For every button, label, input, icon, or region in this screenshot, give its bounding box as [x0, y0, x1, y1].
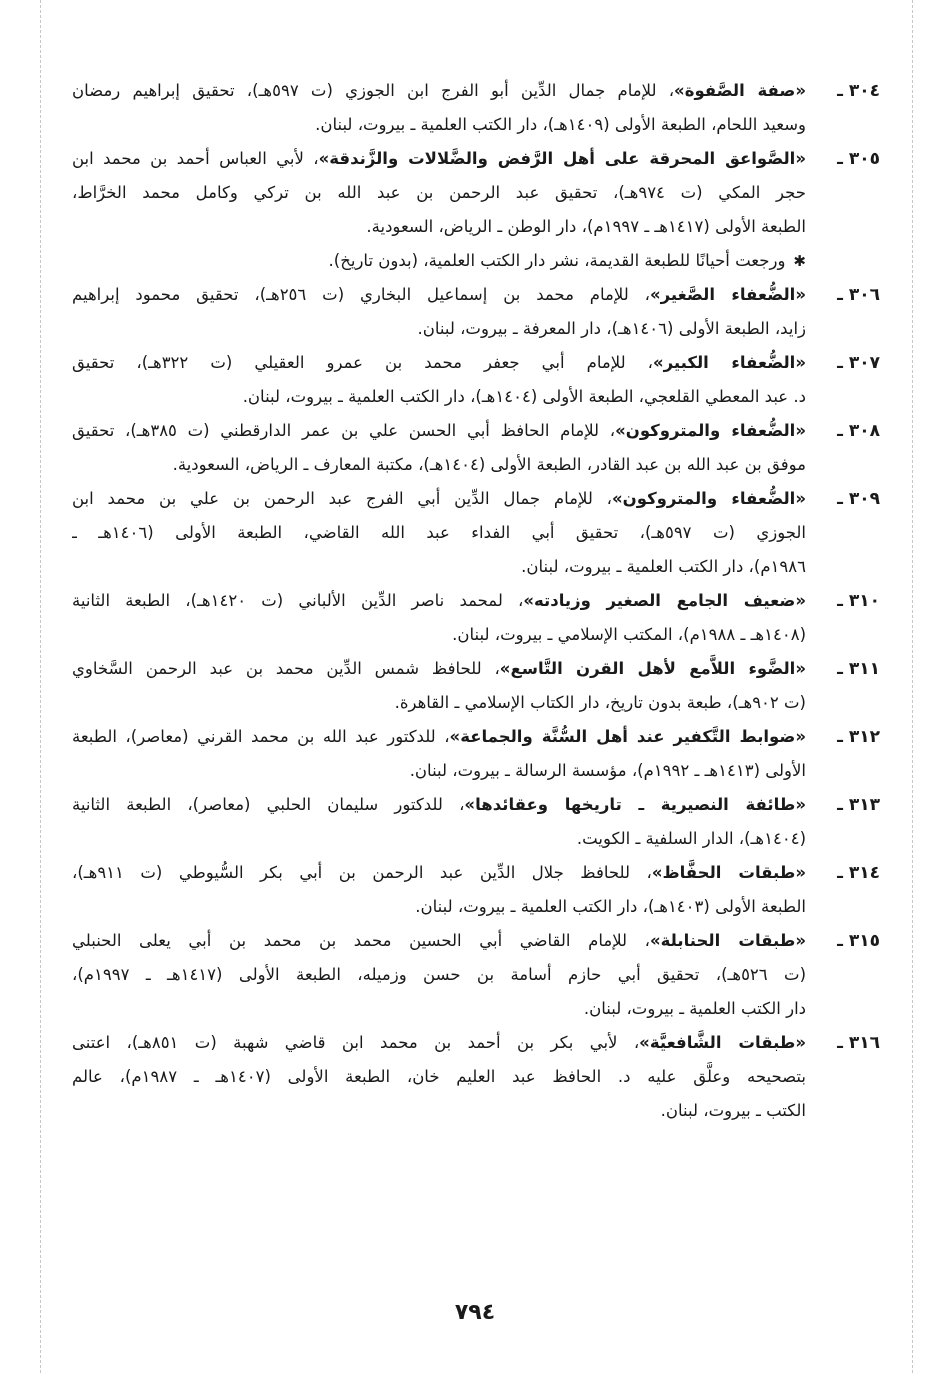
entry-text: ، للإمام محمد بن إسماعيل البخاري (ت ٢٥٦هـ)، تحقيق محمود إبراهيم: [72, 285, 650, 304]
entry-number: ٣١١ ـ: [837, 659, 880, 679]
entry-line: [72, 924, 806, 958]
entry-line: [72, 822, 806, 856]
entry-text: (١٤٠٤هـ)، الدار السلفية ـ الكويت.: [576, 829, 806, 848]
bibliography-entry: [72, 856, 878, 924]
entry-line: [72, 278, 806, 312]
entry-text: دار الكتب العلمية ـ بيروت، لبنان.: [583, 999, 806, 1018]
entry-number: ٣٠٦ ـ: [837, 285, 880, 305]
book-title: «طبقات الحنابلة»: [650, 931, 806, 950]
book-title: «الضَّوء اللاَّمع لأهل القرن التَّاسع»: [499, 659, 806, 678]
entry-number: ٣١٦ ـ: [837, 1033, 880, 1053]
entry-text: زايد، الطبعة الأولى (١٤٠٦هـ)، دار المعرفة ـ بيروت، لبنان.: [417, 319, 806, 338]
bibliography-entry: [72, 584, 878, 652]
entry-number: ٣١٢ ـ: [837, 727, 880, 747]
bibliography-entry: [72, 1026, 878, 1128]
entry-line: [72, 448, 806, 482]
entry-text: ، لمحمد ناصر الدِّين الألباني (ت ١٤٢٠هـ)، الطبعة الثانية: [72, 591, 524, 610]
book-title: «طائفة النصيرية ـ تاريخها وعقائدها»: [464, 795, 806, 814]
entry-body: [72, 346, 806, 414]
entry-text: حجر المكي (ت ٩٧٤هـ)، تحقيق عبد الرحمن بن عبد الله بن تركي وكامل محمد الخرَّاط،: [72, 183, 806, 202]
bibliography-list: [72, 74, 878, 1128]
entry-text: ، لأبي العباس أحمد بن محمد ابن: [72, 149, 319, 168]
entry-text: الطبعة الأولى (١٤١٧هـ ـ ١٩٩٧م)، دار الوطن ـ الرياض، السعودية.: [366, 217, 806, 236]
entry-line: [72, 856, 806, 890]
entry-text: ، للحافظ جلال الدِّين عبد الرحمن بن أبي بكر السُّيوطي (ت ٩١١هـ)،: [72, 863, 652, 882]
entry-body: [72, 924, 806, 1026]
entry-line: [72, 312, 806, 346]
entry-line: [72, 210, 806, 244]
entry-body: [72, 1026, 806, 1128]
entry-text: الجوزي (ت ٥٩٧هـ)، تحقيق أبي الفداء عبد الله القاضي، الطبعة الأولى (١٤٠٦هـ ـ: [72, 523, 806, 542]
entry-line: [72, 890, 806, 924]
entry-text: ، للإمام جمال الدِّين أبو الفرج ابن الجوزي (ت ٥٩٧هـ)، تحقيق إبراهيم رمضان: [72, 81, 675, 100]
entry-number: ٣٠٨ ـ: [837, 421, 880, 441]
scan-edge-right: [912, 0, 913, 1373]
bibliography-entry: [72, 924, 878, 1026]
entry-line: [72, 74, 806, 108]
entry-line: [72, 550, 806, 584]
entry-line: [72, 754, 806, 788]
entry-line: [72, 346, 806, 380]
bibliography-entry: [72, 720, 878, 788]
entry-line: [72, 380, 806, 414]
entry-text: الطبعة الأولى (١٤٠٣هـ)، دار الكتب العلمية ـ بيروت، لبنان.: [415, 897, 806, 916]
book-title: «الضُّعفاء الصَّغير»: [649, 285, 806, 304]
entry-text: موفق بن عبد الله بن عبد القادر، الطبعة الأولى (١٤٠٤هـ)، مكتبة المعارف ـ الرياض، السعودية.: [172, 455, 806, 474]
bibliography-entry: [72, 74, 878, 142]
entry-line: [72, 618, 806, 652]
entry-number: ٣١٠ ـ: [837, 591, 880, 611]
entry-number: ٣٠٩ ـ: [837, 489, 880, 509]
entry-line: [72, 720, 806, 754]
entry-line: [72, 584, 806, 618]
entry-line: [72, 992, 806, 1026]
book-title: «ضعيف الجامع الصغير وزيادته»: [523, 591, 806, 610]
entry-text: (ت ٥٢٦هـ)، تحقيق أبي حازم أسامة بن حسن وزميله، الطبعة الأولى (١٤١٧هـ ـ ١٩٩٧م)،: [72, 965, 806, 984]
bibliography-entry: [72, 142, 878, 278]
entry-number: ٣٠٥ ـ: [837, 149, 880, 169]
bibliography-entry: [72, 278, 878, 346]
entry-line: [72, 516, 806, 550]
entry-line: [72, 1026, 806, 1060]
entry-text: ، للإمام القاضي أبي الحسين محمد بن محمد بن أبي يعلى الحنبلي: [72, 931, 651, 950]
entry-body: [72, 720, 806, 788]
entry-number: ٣١٣ ـ: [837, 795, 880, 815]
entry-text: وسعيد اللحام، الطبعة الأولى (١٤٠٩هـ)، دار الكتب العلمية ـ بيروت، لبنان.: [315, 115, 806, 134]
book-title: «الصَّواعق المحرقة على أهل الرَّفض والضَّلالات والزَّندقة»: [318, 149, 806, 168]
entry-body: [72, 584, 806, 652]
entry-text: ، للإمام الحافظ أبي الحسن علي بن عمر الدارقطني (ت ٣٨٥هـ)، تحقيق: [72, 421, 616, 440]
entry-line: [72, 414, 806, 448]
bibliography-entry: [72, 482, 878, 584]
entry-text: ، لأبي بكر بن أحمد بن محمد ابن قاضي شهبة (ت ٨٥١هـ)، اعتنى: [72, 1033, 640, 1052]
entry-line: [72, 142, 806, 176]
entry-text: ، للإمام جمال الدِّين أبي الفرج عبد الرحمن بن علي بن محمد ابن: [72, 489, 612, 508]
book-title: «ضوابط التَّكفير عند أهل السُّنَّة والجماعة»: [449, 727, 806, 746]
entry-line: [72, 958, 806, 992]
entry-text: الأولى (١٤١٣هـ ـ ١٩٩٢م)، مؤسسة الرسالة ـ بيروت، لبنان.: [409, 761, 806, 780]
bibliography-entry: [72, 414, 878, 482]
book-title: «صفة الصَّفوة»: [674, 81, 806, 100]
entry-body: [72, 788, 806, 856]
entry-line: [72, 686, 806, 720]
book-title: «الضُّعفاء والمتروكون»: [611, 489, 806, 508]
entry-line: [72, 482, 806, 516]
bibliography-entry: [72, 788, 878, 856]
book-title: «طبقات الشَّافعيَّة»: [639, 1033, 806, 1052]
entry-body: [72, 278, 806, 346]
page-number: ٧٩٤: [454, 1300, 496, 1325]
book-title: «طبقات الحفَّاظ»: [651, 863, 806, 882]
entry-line: [72, 1060, 806, 1094]
entry-text: بتصحيحه وعلَّق عليه د. الحافظ عبد العليم خان، الطبعة الأولى (١٤٠٧هـ ـ ١٩٨٧م)، عالم: [72, 1067, 806, 1086]
entry-body: [72, 414, 806, 482]
entry-body: [72, 142, 806, 278]
note-text: ورجعت أحيانًا للطبعة القديمة، نشر دار الكتب العلمية، (بدون تاريخ).: [328, 251, 786, 270]
entry-line: [72, 108, 806, 142]
entry-body: [72, 74, 806, 142]
entry-text: د. عبد المعطي القلعجي، الطبعة الأولى (١٤٠٤هـ)، دار الكتب العلمية ـ بيروت، لبنان.: [242, 387, 806, 406]
scan-edge-left: [40, 0, 41, 1373]
entry-number: ٣٠٧ ـ: [837, 353, 880, 373]
bibliography-entry: [72, 346, 878, 414]
entry-text: ، للإمام أبي جعفر محمد بن عمرو العقيلي (ت ٣٢٢هـ)، تحقيق: [72, 353, 653, 372]
entry-body: [72, 652, 806, 720]
entry-note: [72, 244, 806, 278]
entry-text: (١٤٠٨هـ ـ ١٩٨٨م)، المكتب الإسلامي ـ بيروت، لبنان.: [452, 625, 806, 644]
entry-line: [72, 652, 806, 686]
entry-text: ، للدكتور عبد الله بن محمد القرني (معاصر)، الطبعة: [72, 727, 450, 746]
entry-text: ، للحافظ شمس الدِّين محمد بن عبد الرحمن السَّخاوي: [72, 659, 500, 678]
asterisk-icon: ✱: [793, 252, 806, 270]
entry-body: [72, 482, 806, 584]
entry-number: ٣١٤ ـ: [837, 863, 880, 883]
entry-body: [72, 856, 806, 924]
entry-text: ١٩٨٦م)، دار الكتب العلمية ـ بيروت، لبنان.: [521, 557, 806, 576]
bibliography-entry: [72, 652, 878, 720]
entry-text: ، للدكتور سليمان الحلبي (معاصر)، الطبعة الثانية: [72, 795, 465, 814]
entry-text: الكتب ـ بيروت، لبنان.: [660, 1101, 806, 1120]
book-title: «الضُّعفاء والمتروكون»: [615, 421, 806, 440]
entry-number: ٣١٥ ـ: [837, 931, 880, 951]
entry-line: [72, 176, 806, 210]
book-title: «الضُّعفاء الكبير»: [653, 353, 806, 372]
entry-line: [72, 1094, 806, 1128]
entry-number: ٣٠٤ ـ: [837, 81, 880, 101]
entry-text: (ت ٩٠٢هـ)، طبعة بدون تاريخ، دار الكتاب الإسلامي ـ القاهرة.: [394, 693, 806, 712]
entry-line: [72, 788, 806, 822]
